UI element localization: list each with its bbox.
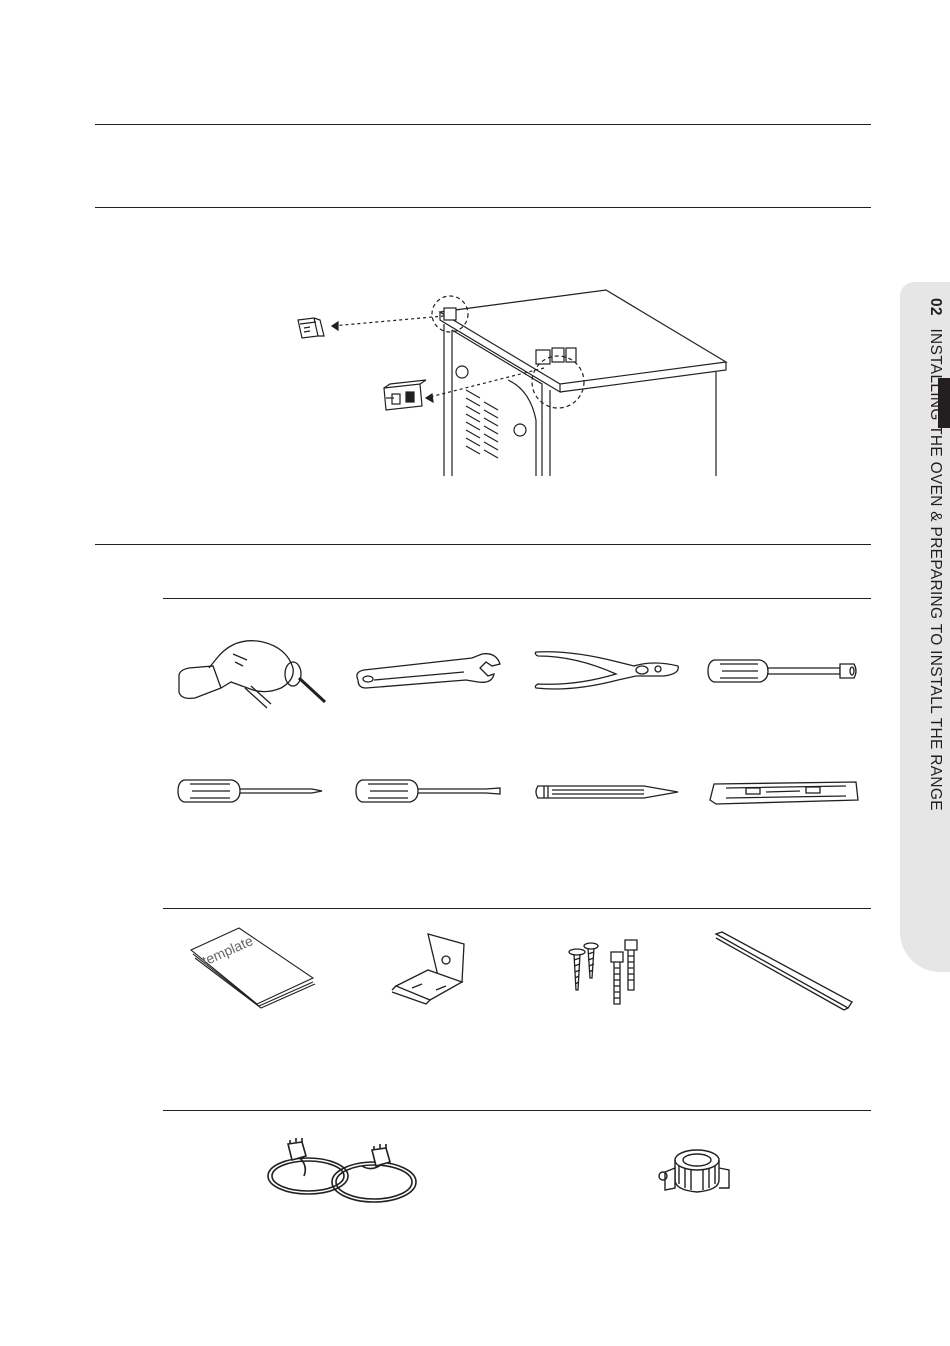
nut-driver-icon bbox=[706, 654, 861, 688]
strain-relief-clamp-icon bbox=[655, 1138, 735, 1210]
chapter-tab-label bbox=[904, 298, 944, 898]
power-cord-icon bbox=[262, 1130, 422, 1220]
pencil-icon bbox=[532, 778, 682, 806]
chapter-title: INSTALLING THE OVEN & PREPARING TO INSTALL THE RANGE bbox=[927, 328, 944, 811]
level-icon bbox=[706, 776, 861, 808]
anti-tip-bracket-icon bbox=[388, 930, 473, 1004]
parts-rule bbox=[163, 908, 871, 909]
tools-rule bbox=[163, 598, 871, 599]
section-rule-1 bbox=[95, 124, 871, 125]
svg-text:template: template bbox=[199, 932, 256, 969]
flat-screwdriver-icon bbox=[354, 774, 504, 808]
range-cabinet-icon bbox=[440, 290, 726, 384]
phillips-screwdriver-icon bbox=[176, 774, 326, 808]
chapter-number: 02 bbox=[927, 298, 944, 316]
drill-with-bits-icon bbox=[175, 628, 330, 718]
section-rule-2 bbox=[95, 207, 871, 208]
packing-removal-illustration bbox=[280, 280, 750, 490]
screws-and-bolts-icon bbox=[565, 938, 650, 1008]
pliers-icon bbox=[532, 644, 682, 696]
packing-clip-icon bbox=[298, 318, 324, 338]
extra-parts-rule bbox=[163, 1110, 871, 1111]
trim-strip-icon bbox=[712, 928, 857, 1018]
section-rule-3 bbox=[95, 544, 871, 545]
dashed-arrow bbox=[332, 316, 444, 326]
template-sheet-icon bbox=[185, 920, 320, 1010]
packing-clip-icon bbox=[384, 380, 426, 410]
adjustable-wrench-icon bbox=[354, 650, 504, 694]
